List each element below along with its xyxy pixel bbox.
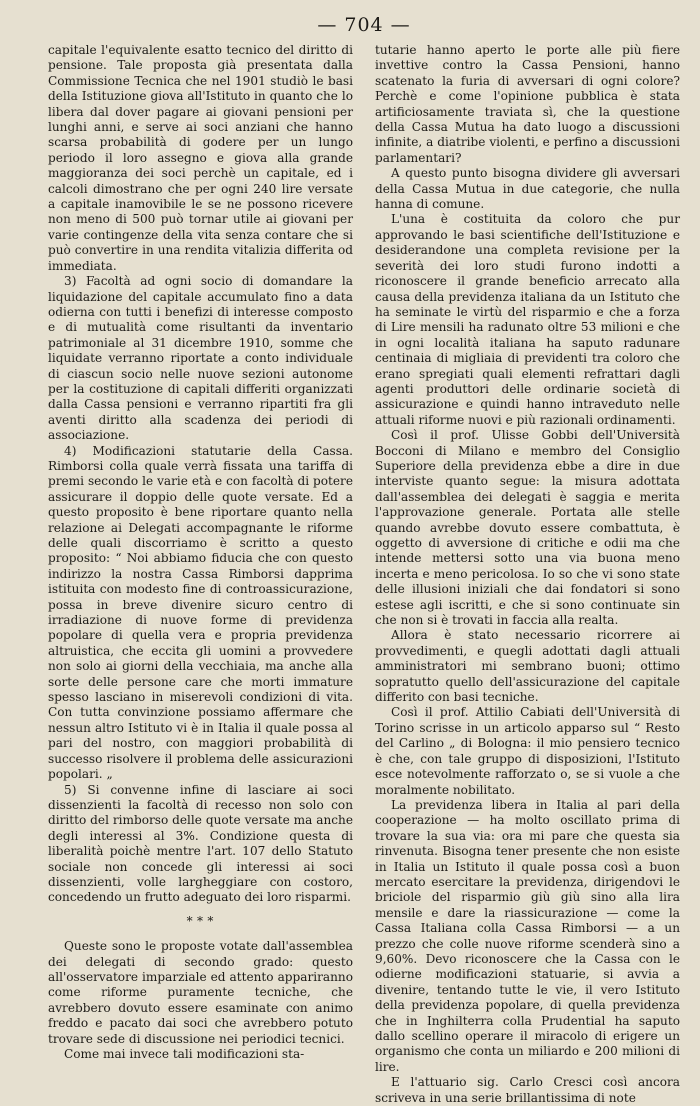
paragraph: 3) Facoltà ad ogni socio di domandare la liquidazione del capitale accumulato fino a data odierna con tutti i benefizi di interesse composto e di mutualità come risultanti da inventario patrimoniale al 31 dicembre 1910, somme che liquidate verranno riportate a conto individuale di ciascun socio nelle nuove sezioni autonome per la costituzione di capitali differiti organizzati dalla Cassa pensioni e verranno ripartiti fra gli aventi diritto alla scadenza dei periodi di associazione. [48, 274, 353, 443]
right-column [375, 43, 680, 1106]
paragraph: tutarie hanno aperto le porte alle più fiere invettive contro la Cassa Pensioni, hanno scatenato la furia di avversari di ogni colore? Perchè e come l'opinione pubblica è stata artificiosamente traviata sì, che la questione della Cassa Mutua ha dato luogo a discussioni infinite, a diatribe violenti, e perfino a discussioni parlamentari? [375, 43, 680, 165]
paragraph: E l'attuario sig. Carlo Cresci così ancora scriveva in una serie brillantissima di note [375, 1075, 680, 1105]
page-number: — 704 — [317, 14, 411, 36]
paragraph: 5) Si convenne infine di lasciare ai soci dissenzienti la facoltà di recesso non solo con diritto del rimborso delle quote versate ma anche degli interessi al 3%. Condizione questa di liberalità poichè mentre l'art. 107 dello Statuto sociale non concede gli interessi ai soci dissenzienti, volle largheggiare con costoro, concedendo un frutto adeguato dei loro risparmi. [48, 782, 353, 905]
paragraph: Allora è stato necessario ricorrere ai provvedimenti, e quegli adottati dagli attuali amministratori mi sembrano buoni; ottimo sopratutto quello dell'assicurazione del capitale differito con basi tecniche. [375, 628, 680, 705]
paragraph: capitale l'equivalente esatto tecnico del diritto di pensione. Tale proposta già presentata dalla Commissione Tecnica che nel 1901 studiò le basi della Istituzione giova all'Istituto in quanto che lo libera dal dover pagare ai giovani pensioni per lunghi anni, e serve ai soci anziani che hanno scarsa probabilità di godere per un lungo periodo il loro assegno e giova alla grande maggioranza dei soci perchè un capitale, ed i calcoli dimostrano che per ogni 240 lire versate a capitale inamovibile le se ne possono ricevere non meno di 500 può tornar utile ai giovani per varie contingenze della vita senza contare che si può convertire in una rendita vitalizia differita od immediata. [48, 43, 353, 273]
paragraph: Così il prof. Attilio Cabiati dell'Università di Torino scrisse in un articolo apparso sul “ Resto del Carlino „ di Bologna: il mio pensiero tecnico è che, con tale gruppo di disposizioni, l'Istituto esce notevolmente rafforzato o, se si vuole a che moralmente nobilitato. [375, 705, 680, 797]
paragraph: 4) Modificazioni statutarie della Cassa. Rimborsi colla quale verrà fissata una tariffa di premi secondo le varie età e con facoltà di potere assicurare il doppio delle quote versate. Ed a questo proposito è bene riportare quanto nella relazione ai Delegati accompagnante le riforme delle quali discorriamo è scritto a questo proposito: “ Noi abbiamo fiducia che con questo indirizzo la nostra Cassa Rimborsi dapprima istituita con modesto fine di controassicurazione, possa in breve divenire sicuro centro di irradiazione di nuove forme di previdenza popolare di quella vera e propria previdenza altruistica, che eccita gli uomini a provvedere non solo ai giorni della vecchiaia, ma anche alla sorte delle persone care che morti immature spesso lasciano in miserevoli condizioni di vita. Con tutta convinzione possiamo affermare che nessun altro Istituto vi è in Italia il quale possa al pari del nostro, con maggiori probabilità di successo risolvere il problema delle assicurazioni popolari. „ [48, 443, 353, 782]
text-columns [48, 43, 680, 1106]
section-separator: * * * [186, 913, 215, 928]
paragraph: Queste sono le proposte votate dall'assemblea dei delegati di secondo grado: questo all'osservatore imparziale ed attento appariranno come riforme puramente tecniche, che avrebbero dovuto essere esaminate con animo freddo e pacato dai soci che avrebbero potuto trovare sede di discussione nei periodici tecnici. [48, 939, 353, 1046]
paragraph: La previdenza libera in Italia al pari della cooperazione — ha molto oscillato prima di trovare la sua via: ora mi pare che questa sia rinvenuta. Bisogna tener presente che non esiste in Italia un Istituto il quale possa così a buon mercato esercitare la previdenza, dirigendovi le briciole del risparmio giù giù sino alla lira mensile e dare la riassicurazione — come la Cassa Italiana colla Cassa Rimborsi — a un prezzo che colle nuove riforme scenderà sino a 9,60%. Devo riconoscere che la Cassa con le odierne modificazioni statuarie, si avvia a divenire, tentando tutte le vie, il vero Istituto della previdenza popolare, di quella previdenza che in Inghilterra colla Prudential ha saputo dallo scellino operare il miracolo di erigere un organismo che conta un miliardo e 200 milioni di lire. [375, 797, 680, 1074]
paragraph: L'una è costituita da coloro che pur approvando le basi scientifiche dell'Istituzione e desiderandone una completa revisione per la severità dei loro studi furono indotti a riconoscere il grande beneficio arrecato alla causa della previdenza italiana da un Istituto che ha seminate le virtù del risparmio e che a forza di Lire mensili ha radunato oltre 53 milioni e che in ogni località italiana ha saputo radunare centinaia di migliaia di previdenti tra coloro che erano spregiati quali elementi refrattari dagli agenti produttori delle ordinarie società di assicurazione e quindi hanno intraveduto nelle attuali riforme nuovi e più razionali ordinamenti. [375, 212, 680, 427]
paragraph: Così il prof. Ulisse Gobbi dell'Università Bocconi di Milano e membro del Consiglio Superiore della previdenza ebbe a dire in due interviste quanto segue: la misura adottata dall'assemblea dei delegati è saggia e merita l'approvazione generale. Portata alle stelle quando avrebbe dovuto essere combattuta, è oggetto di avversione di critiche e odii ma che intende mettersi sotto una via buona meno incerta e meno pericolosa. Io so che vi sono state delle illusioni iniziali che dai fondatori si sono estese agli iscritti, e che si sono continuate sin che non si è trovati in faccia alla realta. [375, 428, 680, 628]
left-column [48, 43, 353, 1106]
paragraph: A questo punto bisogna dividere gli avversari della Cassa Mutua in due categorie, che nulla hanna di comune. [375, 166, 680, 212]
paragraph: Come mai invece tali modificazioni sta- [64, 1047, 305, 1061]
